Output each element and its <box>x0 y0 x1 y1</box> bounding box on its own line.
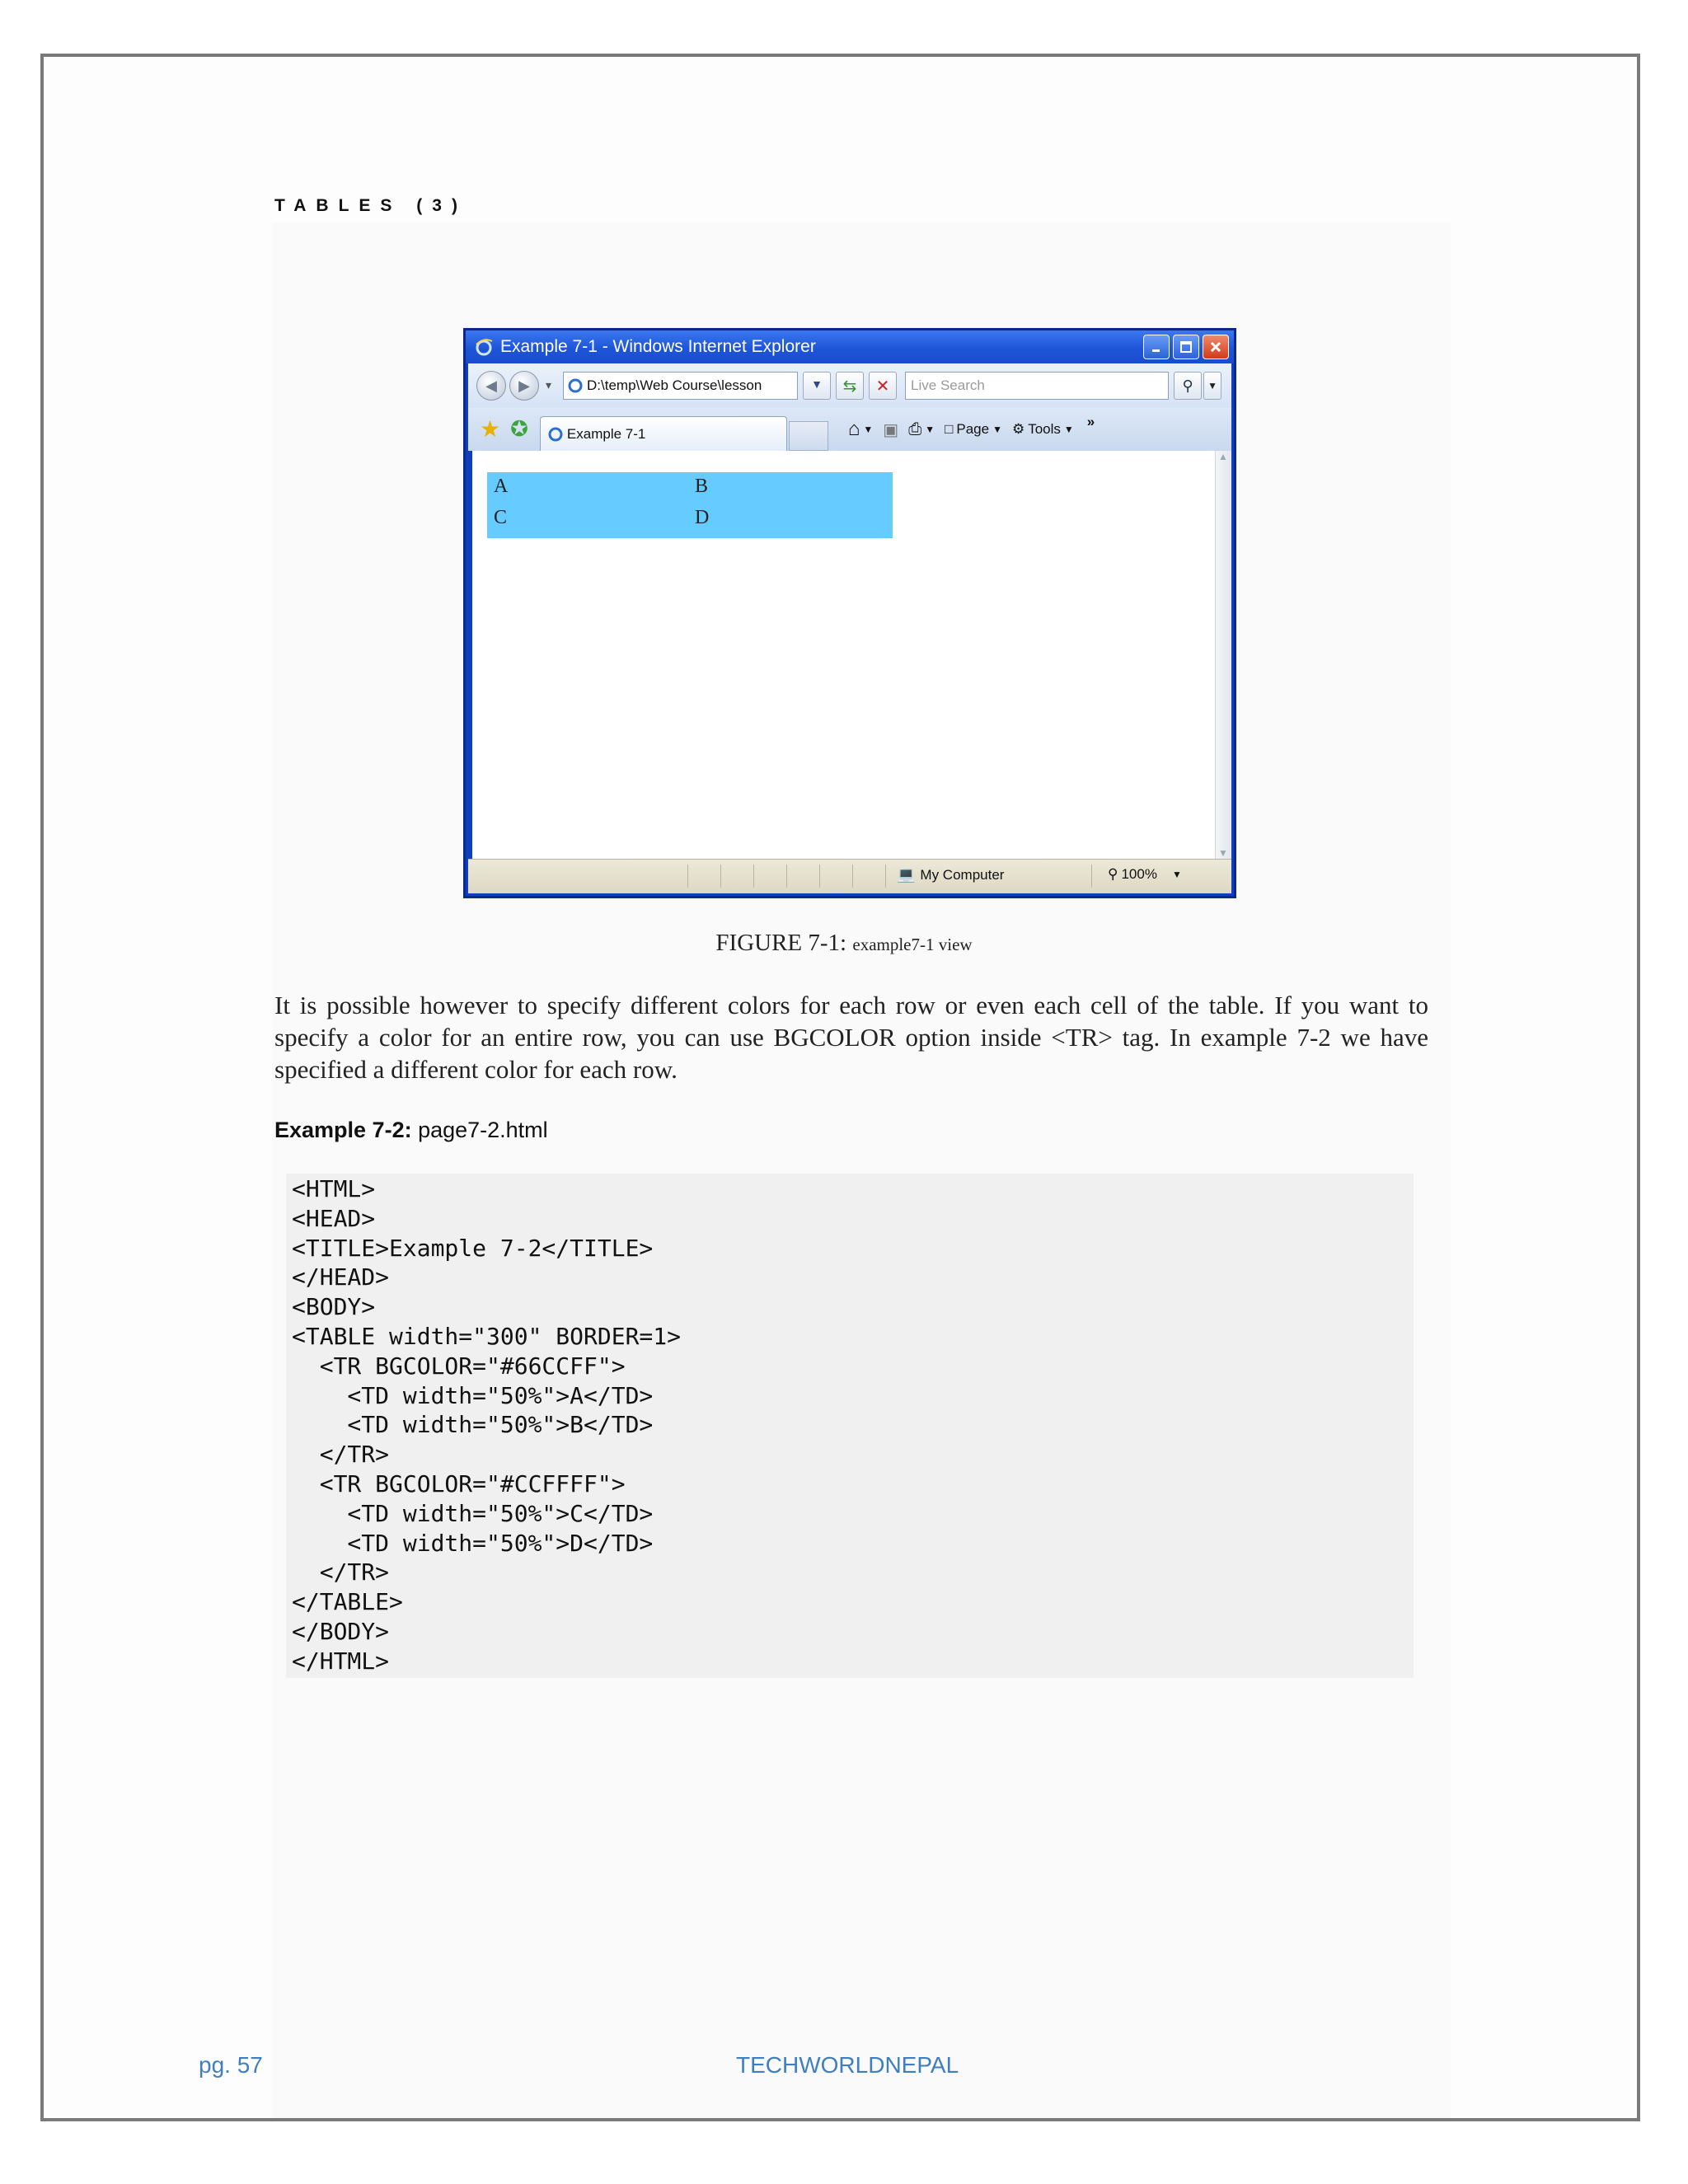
search-input[interactable]: Live Search <box>905 372 1169 400</box>
forward-button[interactable] <box>509 371 539 401</box>
chevron-more-icon[interactable]: » <box>1086 414 1095 429</box>
browser-content <box>472 451 1216 860</box>
security-zone <box>897 866 1004 883</box>
browser-screenshot-figure <box>463 328 1236 898</box>
computer-icon: 💻 <box>897 866 916 883</box>
home-icon[interactable]: ⌂ <box>847 418 860 440</box>
scroll-up-icon[interactable]: ▲ <box>1218 451 1228 462</box>
print-icon[interactable]: ⎙ <box>908 419 922 438</box>
back-button[interactable] <box>476 371 506 401</box>
chevron-down-icon: ▼ <box>992 424 1002 435</box>
feeds-icon[interactable]: ▣ <box>883 420 899 439</box>
tools-menu[interactable] <box>1012 421 1074 438</box>
stop-icon: ✕ <box>875 377 890 396</box>
table-cell: A <box>494 476 509 497</box>
chevron-down-icon[interactable]: ▼ <box>863 424 874 435</box>
scroll-down-icon[interactable]: ▼ <box>1218 847 1228 859</box>
gear-icon: ⚙ <box>1011 421 1025 437</box>
refresh-icon: ⇆ <box>842 377 857 396</box>
address-value: D:\temp\Web Course\lesson <box>587 377 762 393</box>
favorites-star-icon[interactable]: ★ <box>480 417 501 443</box>
zone-label: My Computer <box>920 866 1005 883</box>
ie-page-icon <box>567 377 584 394</box>
ie-logo-icon <box>474 337 494 357</box>
add-favorites-icon[interactable]: ✪ <box>510 417 528 441</box>
demo-table <box>487 472 893 538</box>
section-heading: TABLES (3) <box>274 196 467 215</box>
footer-site: TECHWORLDNEPAL <box>736 2052 959 2078</box>
code-listing: <HTML> <HEAD> <TITLE>Example 7-2</TITLE> </HEAD> <BODY> <TABLE width="300" BORDER=1> <TR BGCOLOR="#66CCFF"> <TD width="50%">A</TD> <TD width="50%">B</TD> </TR> <TR BGCOLOR="#CCFFFF"> <TD width="50%">C</TD> <TD width="50%">D</TD> </TR> </TABLE> </BODY> </HTML> <box>292 1175 682 1675</box>
chevron-down-icon: ▼ <box>1171 869 1182 880</box>
page-menu[interactable] <box>945 421 1002 438</box>
example-filename: page7-2.html <box>411 1118 548 1142</box>
refresh-button[interactable] <box>836 372 864 400</box>
address-dropdown-button[interactable] <box>803 372 831 400</box>
table-cell: D <box>695 507 710 528</box>
stop-button[interactable] <box>869 372 897 400</box>
caption-small: example7-1 view <box>852 935 973 954</box>
address-input[interactable] <box>563 372 798 400</box>
tab-example-7-1[interactable] <box>540 416 787 451</box>
figure-caption <box>0 930 1688 957</box>
body-paragraph: It is possible however to specify different colors for each row or even each cell of the table. If you want to specify a color for an entire row, you can use BGCOLOR option inside <TR> tag. In example 7-2 we have specified a different color for each row. <box>274 991 1428 1084</box>
minimize-icon <box>1150 340 1163 354</box>
tab-label: Example 7-1 <box>566 425 646 442</box>
window-titlebar <box>466 330 1234 363</box>
chevron-down-icon: ▼ <box>811 379 823 391</box>
address-toolbar <box>468 363 1231 408</box>
maximize-icon <box>1179 340 1193 354</box>
zoom-control[interactable] <box>1108 866 1182 883</box>
tools-menu-label: Tools <box>1028 421 1061 437</box>
example-label <box>274 1118 548 1143</box>
ie-page-icon <box>547 426 564 443</box>
close-button[interactable] <box>1203 335 1229 359</box>
new-tab-button[interactable] <box>789 421 828 451</box>
window-title: Example 7-1 - Windows Internet Explorer <box>500 337 816 356</box>
page-number: pg. 57 <box>199 2052 263 2078</box>
example-label-bold: Example 7-2: <box>274 1118 412 1142</box>
table-cell: C <box>494 507 508 528</box>
caption-main: FIGURE 7-1: <box>715 930 847 956</box>
chevron-down-icon: ▼ <box>1063 424 1074 435</box>
zoom-icon: ⚲ <box>1108 866 1118 882</box>
close-icon <box>1209 340 1222 354</box>
search-button[interactable] <box>1174 372 1202 400</box>
command-toolbar <box>468 408 1231 451</box>
page-menu-label: Page <box>956 421 990 437</box>
table-cell: B <box>695 476 709 497</box>
zoom-level: 100% <box>1121 866 1157 882</box>
search-options-button[interactable] <box>1203 372 1221 400</box>
history-dropdown-icon[interactable]: ▾ <box>546 379 552 392</box>
search-icon: ⚲ <box>1182 377 1193 394</box>
maximize-button[interactable] <box>1173 335 1199 359</box>
chevron-down-icon[interactable]: ▼ <box>925 424 935 435</box>
back-arrow-icon: ◀ <box>485 377 497 394</box>
page-icon: □ <box>945 421 954 437</box>
forward-arrow-icon: ▶ <box>518 377 530 394</box>
minimize-button[interactable] <box>1143 335 1170 359</box>
vertical-scrollbar[interactable] <box>1215 451 1231 860</box>
status-bar <box>468 859 1231 893</box>
chevron-down-icon: ▼ <box>1207 379 1217 391</box>
